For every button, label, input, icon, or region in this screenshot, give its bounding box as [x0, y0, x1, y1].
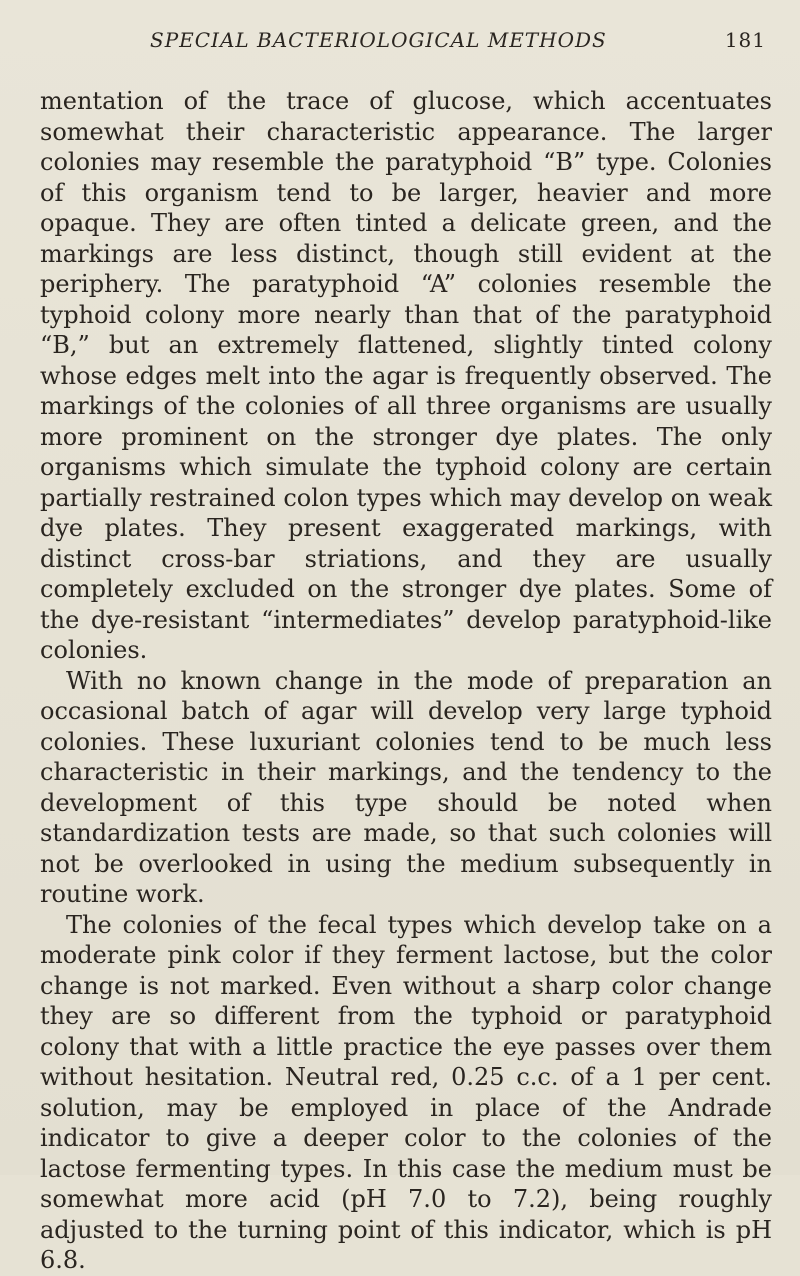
running-head [40, 20, 772, 64]
paragraph-continued: mentation of the trace of glucose, which accentuates somewhat their characteristic appearance. The larger colonies may resemble the paratyphoid “B” type. Colonies of this organism tend to be larger, heavier and more opaque. They are often tinted a delicate green, and the markings are less distinct, though still evident at the periphery. The paratyphoid “A” colonies resemble the typhoid colony more nearly than that of the paratyphoid “B,” but an extremely flattened, slightly tinted colony whose edges melt into the agar is frequently observed. The markings of the colonies of all three organisms are usually more prominent on the stronger dye plates. The only organisms which simulate the typhoid colony are certain partially restrained colon types which may develop on weak dye plates. They present exaggerated markings, with distinct cross-bar striations, and they are usually completely excluded on the stronger dye plates. Some of the dye-resistant “intermediates” develop paratyphoid-like colonies. [40, 87, 772, 664]
running-title: SPECIAL BACTERIOLOGICAL METHODS [150, 28, 607, 52]
page-number: 181 [724, 28, 766, 52]
paragraph-fecal-types: The colonies of the fecal types which develop take on a moderate pink color if they ferment lactose, but the color change is not marked. Even without a sharp color change they are so different from the typhoid or paratyphoid colony that with a little practice the eye passes over them without hesitation. Neutral red, 0.25 c.c. of a 1 per cent. solution, may be employed in place of the Andrade indicator to give a deeper color to the colonies of the lactose fermenting types. In this case the medium must be somewhat more acid (pH 7.0 to 7.2), being roughly adjusted to the turning point of this indicator, which is pH 6.8. [40, 910, 772, 1274]
paragraph-agar-batch: With no known change in the mode of preparation an occasional batch of agar will develop very large typhoid colonies. These luxuriant colonies tend to be much less characteristic in their markings, and the tendency to the development of this type should be noted when standardization tests are made, so that such colonies will not be overlooked in using the medium subsequently in routine work. [40, 666, 772, 908]
body-text [40, 86, 772, 1276]
